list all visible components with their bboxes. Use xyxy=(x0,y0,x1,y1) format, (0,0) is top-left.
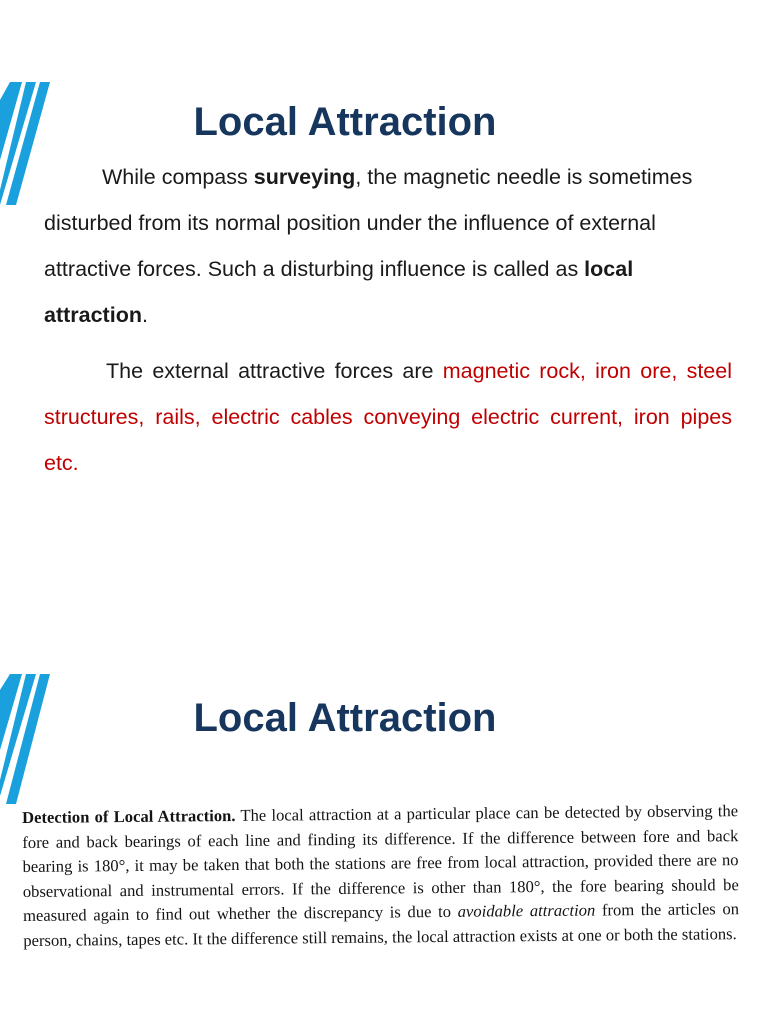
intro-paragraph: While compass surveying, the magnetic needle is sometimes disturbed from its normal position under the influence of external attractive forces. Such a disturbing influence is called as local attraction. xyxy=(44,165,693,327)
scanned-text-excerpt: Detection of Local Attraction. The local attraction at a particular place can be detected by observing the fore and back bearings of each line and finding its difference. If the difference between fore and back bearing is 180°, it may be taken that both the stations are free from local attraction, provided there are no observational and instrumental errors. If the difference is other than 180°, the fore bearing should be measured again to find out whether the discrepancy is due to avoidable attraction from the articles on person, chains, tapes etc. It the difference still remains, the local attraction exists at one or both the stations. xyxy=(22,801,740,950)
slide-title: Local Attraction xyxy=(193,100,497,144)
forces-paragraph: The external attractive forces are magnetic rock, iron ore, steel structures, rails, electric cables conveying electric current, iron pipes etc. xyxy=(44,359,732,475)
slide-2 xyxy=(0,580,768,1024)
forces-list: magnetic rock, iron ore, steel structures, rails, electric cables conveying electric current, iron pipes etc. xyxy=(44,359,732,475)
local-attraction-term: local attraction xyxy=(44,257,634,327)
detection-heading: Detection of Local Attraction. xyxy=(22,805,236,827)
avoidable-attraction-term: avoidable attraction xyxy=(457,900,596,922)
surveying-term: surveying xyxy=(253,165,356,189)
slide-title: Local Attraction xyxy=(193,696,497,740)
